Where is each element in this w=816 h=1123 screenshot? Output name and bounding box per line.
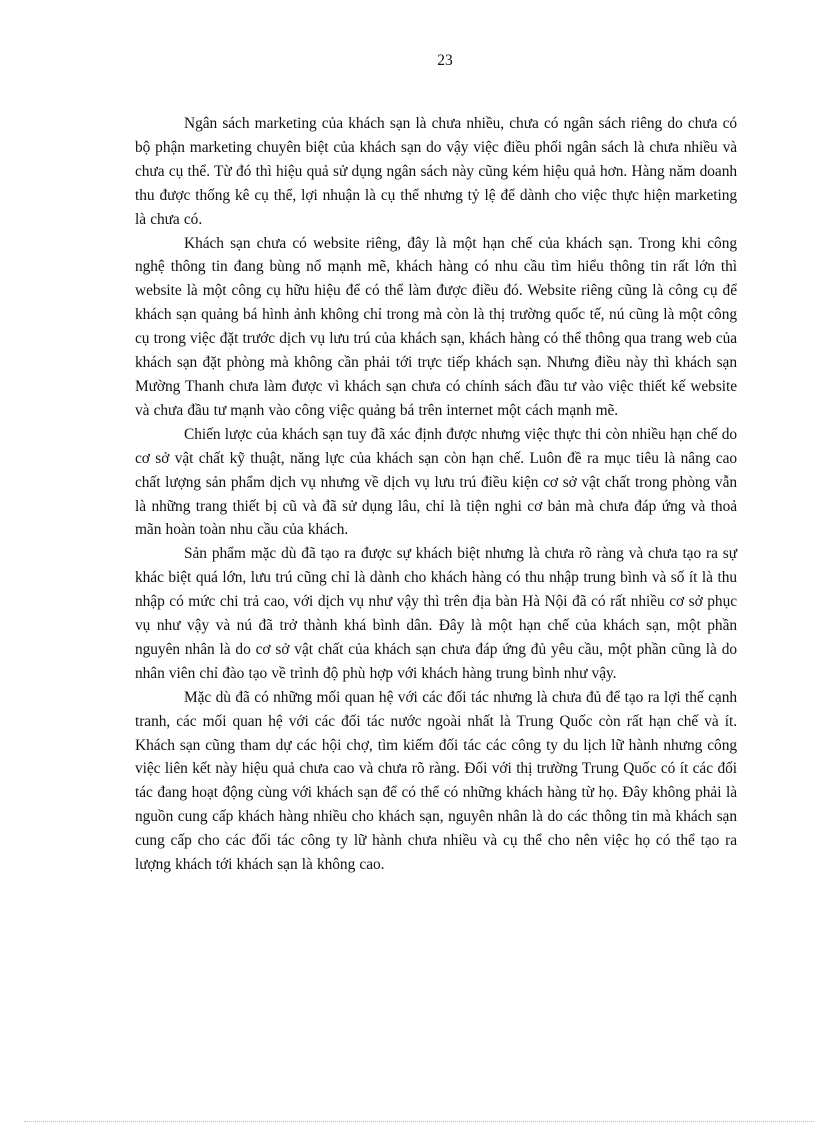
paragraph-partners: Mặc dù đã có những mối quan hệ với các đối tác nhưng là chưa đủ để tạo ra lợi thế cạnh tranh, các mối quan hệ với các đối tác nước ngoài nhất là Trung Quốc còn rất hạn chế và ít. Khách sạn cũng tham dự các hội chợ, tìm kiếm đối tác các công ty du lịch lữ hành nhưng công việc liên kết này hiệu quả chưa cao và chưa rõ ràng. Đối với thị trường Trung Quốc có ít các đối tác đang hoạt động cùng với khách sạn để có thể có những khách hàng từ họ. Đây không phải là nguồn cung cấp khách hàng nhiều cho khách sạn, nguyên nhân là do các thông tin mà khách sạn cung cấp cho các đối tác công ty lữ hành chưa nhiều và cụ thể cho nên việc họ có thể tạo ra lượng khách tới khách sạn là không cao. bbox=[135, 688, 737, 874]
page-bottom-rule bbox=[24, 1121, 814, 1122]
page-number: 23 bbox=[437, 52, 453, 69]
paragraph-product: Sản phẩm mặc dù đã tạo ra được sự khách biệt nhưng là chưa rõ ràng và chưa tạo ra sự khác biệt quá lớn, lưu trú cũng chỉ là dành cho khách hàng có thu nhập trung bình và số ít là thu nhập có mức chi trả cao, với dịch vụ như vậy thì trên địa bàn Hà Nội đã có rất nhiều cơ sở phục vụ như vậy và nú đã trở thành khá bình dân. Đây là một hạn chế của khách sạn, một phần nguyên nhân là do cơ sở vật chất của khách sạn chưa đáp ứng đủ yêu cầu, một phần cũng là do nhân viên chỉ đào tạo về trình độ phù hợp với khách hàng trung bình như vậy. bbox=[135, 545, 737, 682]
document-body bbox=[135, 112, 737, 877]
paragraph-marketing-budget: Ngân sách marketing của khách sạn là chưa nhiều, chưa có ngân sách riêng do chưa có bộ phận marketing chuyên biệt của khách sạn do vậy việc điều phối ngân sách là chưa nhiều và chưa cụ thể. Từ đó thì hiệu quả sử dụng ngân sách này cũng kém hiệu quả hơn. Hàng năm doanh thu được thống kê cụ thể, lợi nhuận là cụ thể nhưng tỷ lệ để dành cho việc thực hiện marketing là chưa có. bbox=[135, 115, 737, 228]
paragraph-strategy: Chiến lược của khách sạn tuy đã xác định được nhưng việc thực thi còn nhiều hạn chế do cơ sở vật chất kỹ thuật, năng lực của khách sạn còn hạn chế. Luôn đề ra mục tiêu là nâng cao chất lượng sản phẩm dịch vụ nhưng về dịch vụ lưu trú điều kiện cơ sở vật chất trong phòng vẫn là những trang thiết bị cũ và đã sử dụng lâu, chỉ là tiện nghi cơ bản mà chưa đáp ứng và thoả mãn hoàn toàn nhu cầu của khách. bbox=[135, 425, 737, 539]
paragraph-website: Khách sạn chưa có website riêng, đây là một hạn chế của khách sạn. Trong khi công nghệ thông tin đang bùng nổ mạnh mẽ, khách hàng có nhu cầu tìm hiểu thông tin rất lớn thì website là một công cụ hữu hiệu để có thể làm được điều đó. Website riêng cũng là công cụ để khách sạn quảng bá hình ảnh không chỉ trong mà còn là thị trường quốc tế, nú cũng là một công cụ trong việc đặt trước dịch vụ lưu trú của khách sạn, khách hàng có thể thông qua trang web của khách sạn đặt phòng mà không cần phải tới trực tiếp khách sạn. Nhưng điều này thì khách sạn Mường Thanh chưa làm được vì khách sạn chưa có chính sách đầu tư vào việc thiết kế website và chưa đầu tư mạnh vào công việc quảng bá trên internet một cách mạnh mẽ. bbox=[135, 234, 737, 419]
